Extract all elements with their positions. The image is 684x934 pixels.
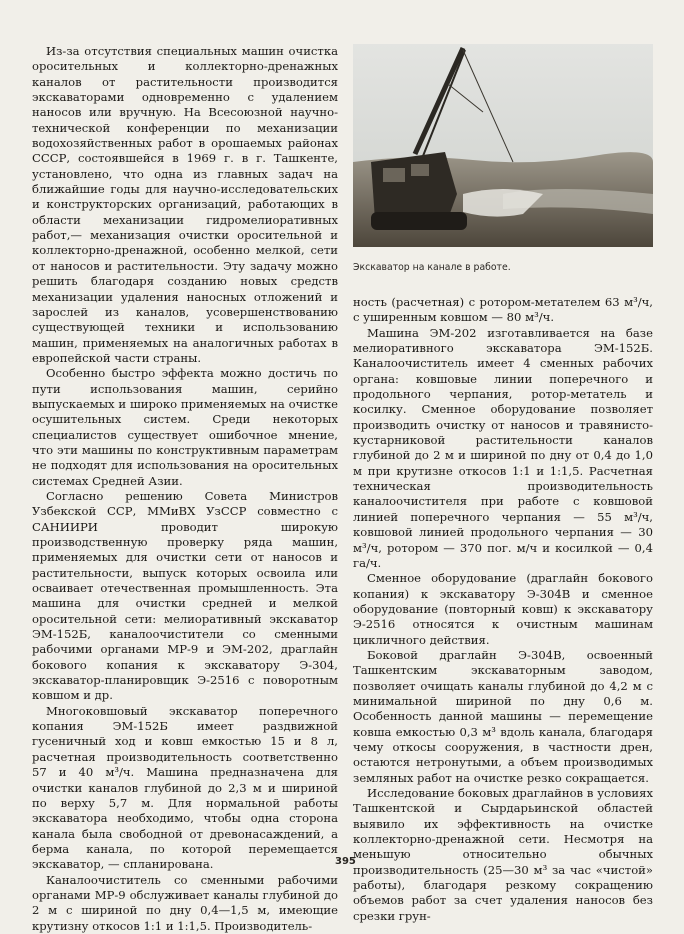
page-number: 395 [335, 856, 356, 867]
paragraph: Многоковшовый экскаватор поперечного копания ЭМ-152Б имеет раздвижной гусеничный ход и ковш емкостью 15 и 8 л, расчетная производительность соответственно 57 и 40 м³/ч. Машина предназначена для очистки каналов глубиной до 2,3 м и шириной по верху 5,7 м. Для нормальной работы экскаватора необходимо, чтобы одна сторона канала была свободной от древонасаждений, а берма канала, по которой перемещается экскаватор, — спланирована. [32, 703, 338, 872]
excavator-photo [353, 44, 653, 247]
paragraph: Сменное оборудование (драглайн бокового копания) к экскаватору Э-304В и сменное оборудование (повторный ковш) к экскаватору Э-2516 относятся к очистным машинам цикличного действия. [353, 571, 653, 647]
paragraph: Машина ЭМ-202 изготавливается на базе мелиоративного экскаватора ЭМ-152Б. Каналоочиститель имеет 4 сменных рабочих органа: ковшовые линии поперечного и продольного черпания, ротор-метатель и косилку. Сменное оборудование позволяет производить очистку от наносов и травянисто-кустарниковой растительности каналов глубиной до 2 м и шириной по дну от 0,4 до 1,0 м при крутизне откосов 1:1 и 1:1,5. Расчетная техническая производительность каналоочистителя при работе с ковшовой линией поперечного черпания — 55 м³/ч, ковшовой линией продольного черпания — 30 м³/ч, ротором — 370 пог. м/ч и косилкой — 0,4 га/ч. [353, 325, 653, 570]
paragraph: Из-за отсутствия специальных машин очистка оросительных и коллекторно-дренажных каналов от растительности производится экскаваторами одновременно с удалением наносов или вручную. На Всесоюзной научно-технической конференции по механизации водохозяйственных работ в орошаемых районах СССР, состоявшейся в 1969 г. в г. Ташкенте, установлено, что одна из главных задач на ближайшие годы для научно-исследовательских и конструкторских организаций, работающих в области механизации гидромелиоративных работ,— механизация очистки оросительной и коллекторно-дренажной, особенно мелкой, сети от наносов и растительности. Эту задачу можно решить благодаря созданию новых средств механизации удаления наносных отложений и зарослей из каналов, усовершенствованию существующей техники и использованию машин, применяемых на аналогичных работах в европейской части страны. [32, 44, 338, 365]
paragraph: Особенно быстро эффекта можно достичь по пути использования машин, серийно выпускаемых и широко применяемых на очистке осушительных систем. Среди некоторых специалистов существует ошибочное мнение, что эти машины по конструктивным параметрам не подходят для использования на оросительных системах Средней Азии. [32, 366, 338, 488]
right-text-column [353, 295, 653, 924]
paragraph: Согласно решению Совета Министров Узбекской ССР, ММиВХ УзССР совместно с САНИИРИ проводит широкую производственную проверку ряда машин, применяемых для очистки сети от наносов и растительности, выпуск которых освоила или осваивает отечественная промышленность. Эта машина для очистки средней и мелкой оросительной сети: мелиоративный экскаватор ЭМ-152Б, каналоочистители со сменными рабочими органами МР-9 и ЭМ-202, драглайн бокового копания к экскаватору Э-304, экскаватор-планировщик Э-2516 с поворотным ковшом и др. [32, 488, 338, 703]
paragraph: Исследование боковых драглайнов в условиях Ташкентской и Сырдарьинской областей выявило их эффективность на очистке коллекторно-дренажной сети. Несмотря на меньшую относительно обычных производительность (25—30 м³ за час «чистой» работы), благодаря резкому сокращению объемов работ за счет удаления наносов без срезки грун- [353, 786, 653, 923]
excavator-photo-illustration [353, 44, 653, 247]
left-text-column [32, 44, 338, 934]
paragraph: ность (расчетная) с ротором-метателем 63 м³/ч, с уширенным ковшом — 80 м³/ч. [353, 295, 653, 325]
figure-caption: Экскаватор на канале в работе. [353, 262, 511, 273]
paragraph: Боковой драглайн Э-304В, освоенный Ташкентским экскаваторным заводом, позволяет очищать каналы глубиной до 4,2 м с минимальной шириной по дну 0,6 м. Особенность данной машины — перемещение ковша емкостью 0,3 м³ вдоль канала, благодаря чему откосы сооружения, в частности дрен, остаются нетронутыми, а объем производимых земляных работ на очистке резко сокращается. [353, 647, 653, 785]
paragraph: Каналоочиститель со сменными рабочими органами МР-9 обслуживает каналы глубиной до 2 м с шириной по дну 0,4—1,5 м, имеющие крутизну откосов 1:1 и 1:1,5. Производитель- [32, 872, 338, 933]
